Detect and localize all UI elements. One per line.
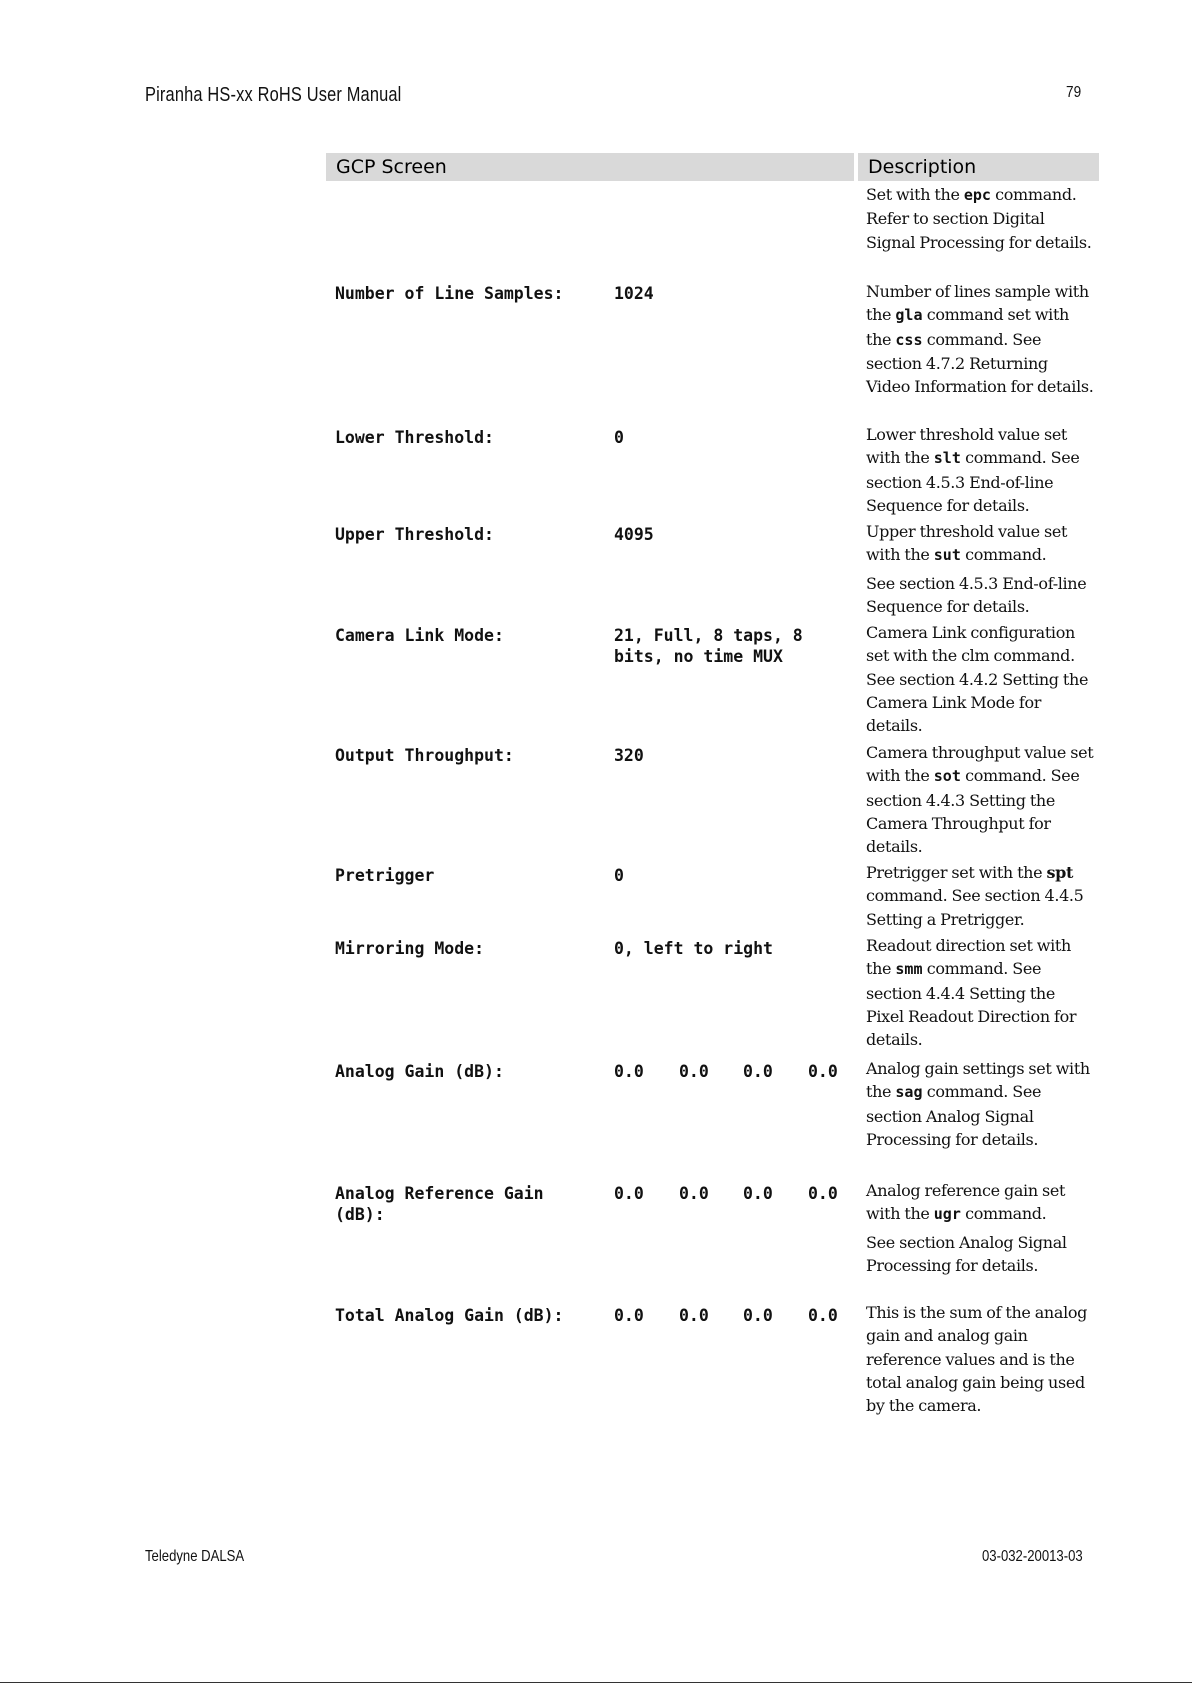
desc-output-throughput: Camera throughput value set with the sot command. See section 4.4.3 Setting the Camera Throughput for details. [866, 743, 1094, 857]
desc-number-of-line-samples: Number of lines sample with the gla command set with the css command. See section 4.7.2 Returning Video Information for details. [866, 282, 1094, 397]
label-lower-threshold: Lower Threshold: [335, 428, 494, 447]
page-number: 79 [1066, 84, 1082, 101]
analog-gain-value: 0.0 [679, 1062, 709, 1081]
label-mirroring-mode: Mirroring Mode: [335, 939, 485, 958]
desc-upper-threshold: Upper threshold value set with the sut command. See section 4.5.3 End-of-line Sequence for details. [866, 522, 1087, 616]
footer-document-number: 03-032-20013-03 [982, 1548, 1083, 1565]
label-upper-threshold: Upper Threshold: [335, 525, 494, 544]
label-pretrigger: Pretrigger [335, 866, 435, 885]
footer-company: Teledyne DALSA [145, 1548, 245, 1565]
label-total-analog-gain: Total Analog Gain (dB): [335, 1306, 564, 1325]
value-output-throughput: 320 [614, 746, 644, 765]
table-header-description: Description [858, 153, 1099, 181]
desc-pretrigger: Pretrigger set with the spt command. See section 4.4.5 Setting a Pretrigger. [866, 863, 1084, 929]
analog-reference-gain-value: 0.0 [808, 1184, 838, 1203]
desc-epc: Set with the epc command. Refer to section Digital Signal Processing for details. [866, 185, 1092, 252]
value-camera-link-mode-line-1: 21, Full, 8 taps, 8 [614, 626, 803, 645]
analog-reference-gain-value: 0.0 [679, 1184, 709, 1203]
label-analog-reference-gain-line-2: (dB): [335, 1205, 385, 1224]
running-header-title: Piranha HS-xx RoHS User Manual [145, 84, 402, 106]
desc-total-analog-gain: This is the sum of the analog gain and analog gain reference values and is the total analog gain being used by the camera. [866, 1303, 1088, 1416]
desc-lower-threshold: Lower threshold value set with the slt command. See section 4.5.3 End-of-line Sequence for details. [866, 425, 1080, 515]
analog-gain-value: 0.0 [808, 1062, 838, 1081]
desc-analog-reference-gain: Analog reference gain set with the ugr command. See section Analog Signal Processing for details. [866, 1181, 1067, 1275]
value-number-of-line-samples: 1024 [614, 284, 654, 303]
label-camera-link-mode: Camera Link Mode: [335, 626, 504, 645]
table-header-gcp-screen: GCP Screen [326, 153, 854, 181]
desc-mirroring-mode: Readout direction set with the smm command. See section 4.4.4 Setting the Pixel Readout Direction for details. [866, 936, 1077, 1050]
label-output-throughput: Output Throughput: [335, 746, 514, 765]
total-analog-gain-value: 0.0 [679, 1306, 709, 1325]
value-mirroring-mode: 0, left to right [614, 939, 773, 958]
label-analog-gain: Analog Gain (dB): [335, 1062, 504, 1081]
label-analog-reference-gain-line-1: Analog Reference Gain [335, 1184, 544, 1203]
value-upper-threshold: 4095 [614, 525, 654, 544]
analog-reference-gain-value: 0.0 [614, 1184, 644, 1203]
analog-gain-value: 0.0 [614, 1062, 644, 1081]
value-pretrigger: 0 [614, 866, 624, 885]
total-analog-gain-value: 0.0 [743, 1306, 773, 1325]
value-lower-threshold: 0 [614, 428, 624, 447]
analog-gain-value: 0.0 [743, 1062, 773, 1081]
bottom-rule [0, 1682, 1192, 1683]
desc-camera-link-mode: Camera Link configuration set with the clm command. See section 4.4.2 Setting the Camera Link Mode for details. [866, 623, 1089, 736]
total-analog-gain-value: 0.0 [614, 1306, 644, 1325]
value-camera-link-mode-line-2: bits, no time MUX [614, 647, 783, 666]
label-number-of-line-samples: Number of Line Samples: [335, 284, 564, 303]
total-analog-gain-value: 0.0 [808, 1306, 838, 1325]
desc-analog-gain: Analog gain settings set with the sag command. See section Analog Signal Processing for details. [866, 1059, 1090, 1149]
analog-reference-gain-value: 0.0 [743, 1184, 773, 1203]
